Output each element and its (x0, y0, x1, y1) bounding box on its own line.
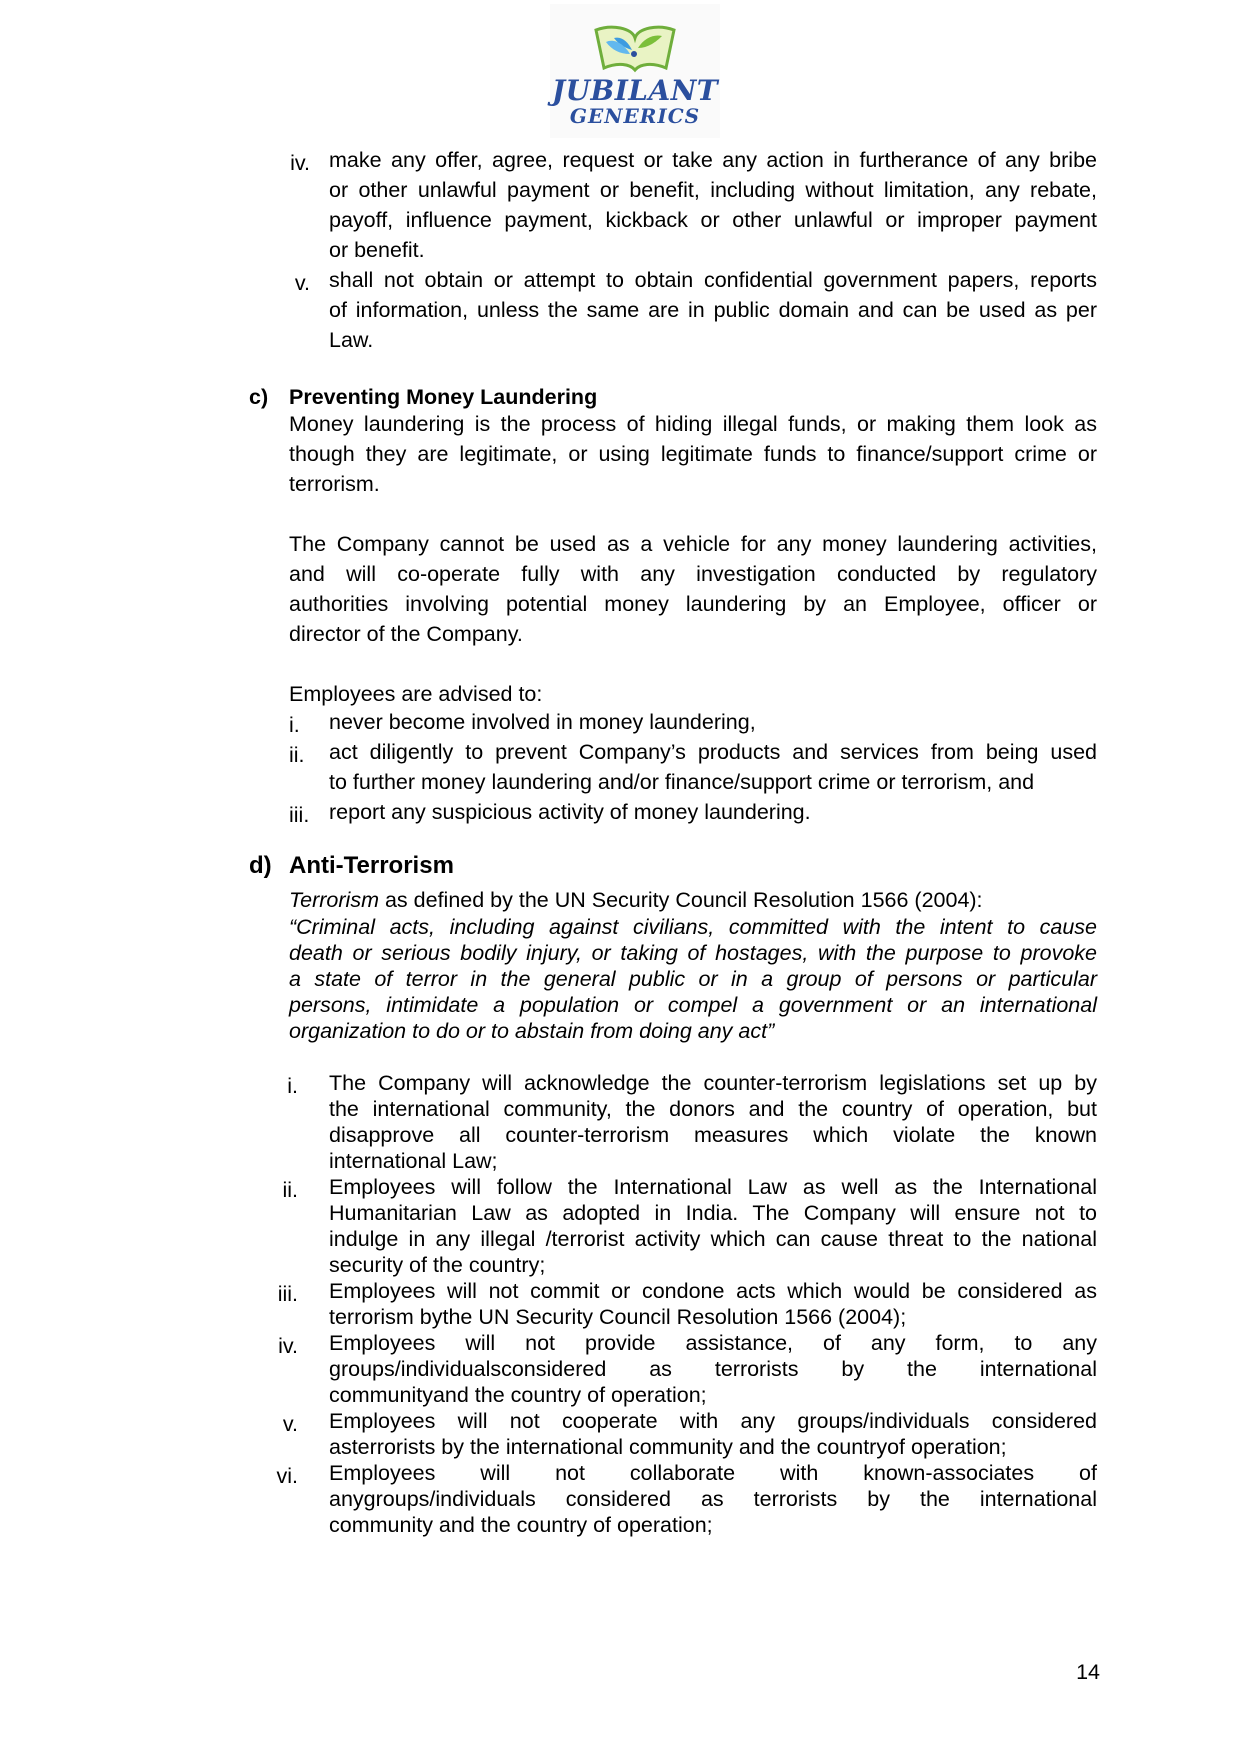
paragraph-line: The Company cannot be used as a vehicle for any money laundering activities, (289, 532, 1097, 556)
list-number: iii. (277, 1282, 298, 1306)
list-item-line: make any offer, agree, request or take any action in furtherance of any bribe (329, 148, 1097, 172)
paragraph-line: terrorism. (289, 472, 380, 496)
list-number: ii. (282, 1178, 298, 1202)
list-number: vi. (276, 1464, 298, 1488)
advice-intro: Employees are advised to: (289, 682, 543, 706)
list-number: iii. (289, 803, 310, 827)
list-item-line: Employees will follow the International Law as well as the International (329, 1175, 1097, 1199)
company-logo (550, 4, 720, 138)
list-item-line: anygroups/individuals considered as terrorists by the international (329, 1487, 1097, 1511)
list-number: v. (282, 1412, 298, 1436)
quote-line: “Criminal acts, including against civilians, committed with the intent to cause (289, 915, 1097, 939)
list-item-line: indulge in any illegal /terrorist activity which can cause threat to the national (329, 1227, 1097, 1251)
quote-line: organization to do or to abstain from doing any act” (289, 1019, 775, 1043)
list-item-line: Employees will not provide assistance, of any form, to any (329, 1331, 1097, 1355)
list-item-line: of information, unless the same are in public domain and can be used as per (329, 298, 1097, 322)
list-item-line: to further money laundering and/or finance/support crime or terrorism, and (329, 770, 1035, 794)
section-heading: Preventing Money Laundering (289, 385, 598, 409)
paragraph-line: though they are legitimate, or using legitimate funds to finance/support crime or (289, 442, 1097, 466)
list-item-line: community and the country of operation; (329, 1513, 713, 1537)
list-item-line: security of the country; (329, 1253, 546, 1277)
list-item-line: report any suspicious activity of money laundering. (329, 800, 811, 824)
logo-emblem-icon (592, 24, 678, 74)
section-letter: c) (249, 385, 269, 409)
list-item-line: Law. (329, 328, 374, 352)
paragraph-line: and will co-operate fully with any investigation conducted by regulatory (289, 562, 1097, 586)
quote-line: a state of terror in the general public or in a group of persons or particular (289, 967, 1097, 991)
list-item-line: shall not obtain or attempt to obtain confidential government papers, reports (329, 268, 1097, 292)
paragraph-line: Money laundering is the process of hiding illegal funds, or making them look as (289, 412, 1097, 436)
list-item-line: Employees will not collaborate with known-associates of (329, 1461, 1097, 1485)
list-item-line: the international community, the donors and the country of operation, but (329, 1097, 1097, 1121)
list-item-line: Employees will not cooperate with any groups/individuals considered (329, 1409, 1097, 1433)
logo-text-line1: JUBILANT (551, 74, 719, 107)
section-letter: d) (249, 852, 272, 879)
list-item-line: or benefit. (329, 238, 425, 262)
section-heading: Anti-Terrorism (289, 852, 454, 879)
list-item-line: communityand the country of operation; (329, 1383, 707, 1407)
list-number: iv. (290, 151, 310, 175)
list-item-line: asterrorists by the international community and the countryof operation; (329, 1435, 1007, 1459)
paragraph-line: director of the Company. (289, 622, 523, 646)
definition-term: Terrorism (289, 888, 379, 912)
definition-line (289, 888, 1097, 913)
list-number: v. (294, 271, 310, 295)
list-number: ii. (289, 743, 305, 767)
page-number: 14 (1076, 1660, 1100, 1684)
list-item-line: act diligently to prevent Company’s products and services from being used (329, 740, 1097, 764)
list-item-line: The Company will acknowledge the counter-terrorism legislations set up by (329, 1071, 1097, 1095)
quote-line: death or serious bodily injury, or taking of hostages, with the purpose to provoke (289, 941, 1097, 965)
list-item-line: Employees will not commit or condone acts which would be considered as (329, 1279, 1097, 1303)
quote-line: persons, intimidate a population or compel a government or an international (289, 993, 1097, 1017)
list-number: iv. (278, 1334, 298, 1358)
list-number: i. (289, 713, 300, 737)
list-item-line: Humanitarian Law as adopted in India. The Company will ensure not to (329, 1201, 1097, 1225)
list-item-line: payoff, influence payment, kickback or other unlawful or improper payment (329, 208, 1097, 232)
list-item-line: groups/individualsconsidered as terrorists by the international (329, 1357, 1097, 1381)
list-item-line: international Law; (329, 1149, 498, 1173)
list-number: i. (287, 1074, 298, 1098)
list-item-line: terrorism bythe UN Security Council Resolution 1566 (2004); (329, 1305, 907, 1329)
logo-text-line2: GENERICS (569, 104, 701, 128)
list-item-line: or other unlawful payment or benefit, including without limitation, any rebate, (329, 178, 1097, 202)
paragraph-line: authorities involving potential money laundering by an Employee, officer or (289, 592, 1097, 616)
list-item-line: disapprove all counter-terrorism measures which violate the known (329, 1123, 1097, 1147)
definition-rest: as defined by the UN Security Council Resolution 1566 (2004): (379, 888, 983, 912)
list-item-line: never become involved in money laundering, (329, 710, 756, 734)
